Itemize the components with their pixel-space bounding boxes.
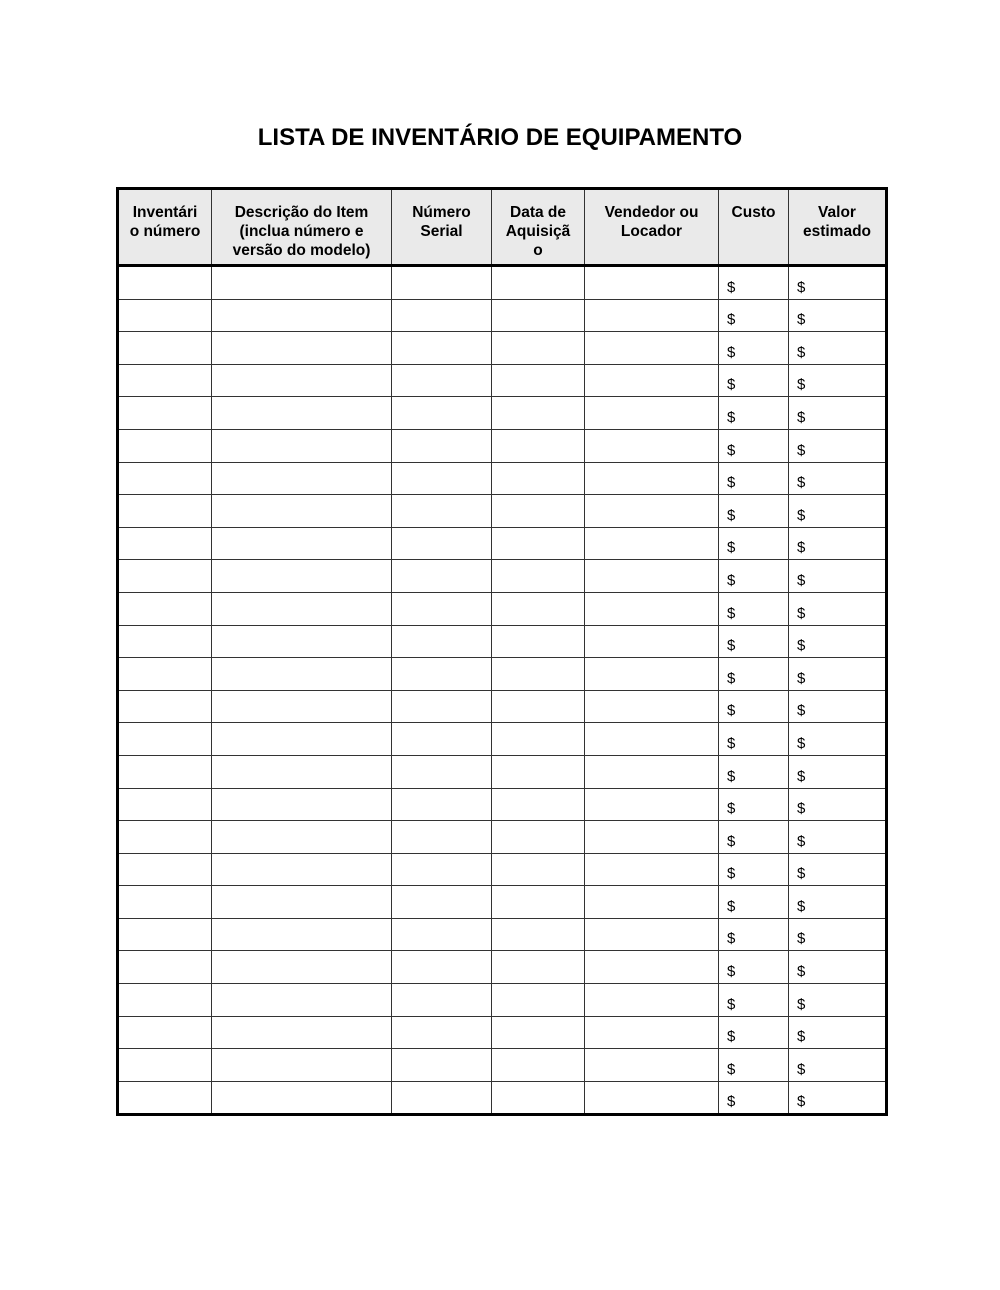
cell-cost[interactable] xyxy=(719,495,789,528)
cell-vendor-or-lessor[interactable] xyxy=(585,364,719,397)
cell-serial-number[interactable] xyxy=(392,527,492,560)
cell-vendor-or-lessor[interactable] xyxy=(585,592,719,625)
cell-serial-number[interactable] xyxy=(392,495,492,528)
currency-symbol: $ xyxy=(797,539,806,557)
cell-inventory-number[interactable] xyxy=(118,495,212,528)
header-text: Vendedor ou xyxy=(604,204,699,221)
cell-serial-number[interactable] xyxy=(392,397,492,430)
column-header-inventory-number xyxy=(118,189,212,266)
table-row xyxy=(118,364,887,397)
cell-acquisition-date[interactable] xyxy=(492,1049,585,1082)
cell-acquisition-date[interactable] xyxy=(492,364,585,397)
cell-item-description[interactable] xyxy=(212,1081,392,1115)
currency-symbol: $ xyxy=(797,930,806,948)
currency-symbol: $ xyxy=(727,832,736,850)
cell-estimated-value[interactable] xyxy=(789,886,887,919)
cell-cost[interactable] xyxy=(719,755,789,788)
cell-estimated-value[interactable] xyxy=(789,821,887,854)
currency-symbol: $ xyxy=(797,669,806,687)
cell-estimated-value[interactable] xyxy=(789,918,887,951)
cell-inventory-number[interactable] xyxy=(118,592,212,625)
cell-acquisition-date[interactable] xyxy=(492,299,585,332)
currency-symbol: $ xyxy=(797,897,806,915)
table-row xyxy=(118,397,887,430)
cell-item-description[interactable] xyxy=(212,984,392,1017)
cell-acquisition-date[interactable] xyxy=(492,495,585,528)
header-text: o número xyxy=(129,223,201,240)
cell-acquisition-date[interactable] xyxy=(492,527,585,560)
cell-estimated-value[interactable] xyxy=(789,658,887,691)
currency-symbol: $ xyxy=(797,311,806,329)
cell-cost[interactable] xyxy=(719,397,789,430)
column-header-estimated-value xyxy=(789,189,887,266)
cell-serial-number[interactable] xyxy=(392,690,492,723)
cell-inventory-number[interactable] xyxy=(118,527,212,560)
table-row xyxy=(118,462,887,495)
cell-serial-number[interactable] xyxy=(392,1081,492,1115)
header-text: Serial xyxy=(420,223,463,240)
table-row xyxy=(118,266,887,300)
cell-serial-number[interactable] xyxy=(392,918,492,951)
currency-symbol: $ xyxy=(797,1093,806,1111)
currency-symbol: $ xyxy=(727,702,736,720)
cell-item-description[interactable] xyxy=(212,527,392,560)
currency-symbol: $ xyxy=(727,637,736,655)
cell-estimated-value[interactable] xyxy=(789,984,887,1017)
currency-symbol: $ xyxy=(727,995,736,1013)
cell-inventory-number[interactable] xyxy=(118,723,212,756)
cell-inventory-number[interactable] xyxy=(118,332,212,365)
table-row xyxy=(118,821,887,854)
currency-symbol: $ xyxy=(727,408,736,426)
cell-inventory-number[interactable] xyxy=(118,755,212,788)
column-header-item-description xyxy=(212,189,392,266)
cell-inventory-number[interactable] xyxy=(118,462,212,495)
header-text: o xyxy=(533,242,543,259)
currency-symbol: $ xyxy=(797,278,806,296)
cell-item-description[interactable] xyxy=(212,462,392,495)
cell-acquisition-date[interactable] xyxy=(492,560,585,593)
cell-vendor-or-lessor[interactable] xyxy=(585,397,719,430)
cell-cost[interactable] xyxy=(719,625,789,658)
cell-cost[interactable] xyxy=(719,332,789,365)
cell-item-description[interactable] xyxy=(212,1049,392,1082)
cell-acquisition-date[interactable] xyxy=(492,690,585,723)
cell-cost[interactable] xyxy=(719,364,789,397)
cell-item-description[interactable] xyxy=(212,560,392,593)
cell-item-description[interactable] xyxy=(212,918,392,951)
header-text: Locador xyxy=(620,223,683,240)
column-header-serial-number xyxy=(392,189,492,266)
currency-symbol: $ xyxy=(797,506,806,524)
cell-estimated-value[interactable] xyxy=(789,364,887,397)
cell-acquisition-date[interactable] xyxy=(492,788,585,821)
cell-item-description[interactable] xyxy=(212,951,392,984)
cell-inventory-number[interactable] xyxy=(118,429,212,462)
cell-serial-number[interactable] xyxy=(392,755,492,788)
table-row xyxy=(118,592,887,625)
cell-acquisition-date[interactable] xyxy=(492,397,585,430)
cell-vendor-or-lessor[interactable] xyxy=(585,984,719,1017)
cell-item-description[interactable] xyxy=(212,299,392,332)
cell-inventory-number[interactable] xyxy=(118,364,212,397)
cell-serial-number[interactable] xyxy=(392,364,492,397)
table-row xyxy=(118,755,887,788)
cell-acquisition-date[interactable] xyxy=(492,658,585,691)
cell-serial-number[interactable] xyxy=(392,625,492,658)
cell-serial-number[interactable] xyxy=(392,1016,492,1049)
cell-estimated-value[interactable] xyxy=(789,527,887,560)
currency-symbol: $ xyxy=(797,1060,806,1078)
cell-cost[interactable] xyxy=(719,658,789,691)
header-text: Aquisiçã xyxy=(505,223,571,240)
cell-inventory-number[interactable] xyxy=(118,560,212,593)
cell-inventory-number[interactable] xyxy=(118,1081,212,1115)
currency-symbol: $ xyxy=(727,669,736,687)
cell-cost[interactable] xyxy=(719,462,789,495)
cell-acquisition-date[interactable] xyxy=(492,332,585,365)
cell-item-description[interactable] xyxy=(212,332,392,365)
table-row xyxy=(118,625,887,658)
cell-serial-number[interactable] xyxy=(392,853,492,886)
currency-symbol: $ xyxy=(727,571,736,589)
cell-inventory-number[interactable] xyxy=(118,886,212,919)
cell-serial-number[interactable] xyxy=(392,723,492,756)
cell-vendor-or-lessor[interactable] xyxy=(585,690,719,723)
cell-inventory-number[interactable] xyxy=(118,1049,212,1082)
currency-symbol: $ xyxy=(727,767,736,785)
currency-symbol: $ xyxy=(727,1060,736,1078)
document-title: LISTA DE INVENTÁRIO DE EQUIPAMENTO xyxy=(257,124,743,151)
cell-cost[interactable] xyxy=(719,690,789,723)
cell-vendor-or-lessor[interactable] xyxy=(585,723,719,756)
table-row xyxy=(118,1049,887,1082)
currency-symbol: $ xyxy=(797,441,806,459)
column-header-acquisition-date xyxy=(492,189,585,266)
cell-serial-number[interactable] xyxy=(392,429,492,462)
cell-vendor-or-lessor[interactable] xyxy=(585,821,719,854)
cell-acquisition-date[interactable] xyxy=(492,266,585,300)
table-row xyxy=(118,886,887,919)
cell-inventory-number[interactable] xyxy=(118,853,212,886)
cell-cost[interactable] xyxy=(719,266,789,300)
inventory-table xyxy=(116,187,888,1116)
header-text: Inventári xyxy=(132,204,198,221)
cell-cost[interactable] xyxy=(719,1016,789,1049)
cell-vendor-or-lessor[interactable] xyxy=(585,560,719,593)
currency-symbol: $ xyxy=(797,995,806,1013)
currency-symbol: $ xyxy=(797,604,806,622)
table-row xyxy=(118,299,887,332)
table-row xyxy=(118,788,887,821)
currency-symbol: $ xyxy=(797,832,806,850)
cell-vendor-or-lessor[interactable] xyxy=(585,1081,719,1115)
currency-symbol: $ xyxy=(797,734,806,752)
table-row xyxy=(118,690,887,723)
currency-symbol: $ xyxy=(727,800,736,818)
cell-cost[interactable] xyxy=(719,1081,789,1115)
cell-vendor-or-lessor[interactable] xyxy=(585,918,719,951)
cell-serial-number[interactable] xyxy=(392,332,492,365)
cell-acquisition-date[interactable] xyxy=(492,951,585,984)
table-row xyxy=(118,853,887,886)
currency-symbol: $ xyxy=(727,343,736,361)
cell-inventory-number[interactable] xyxy=(118,918,212,951)
cell-cost[interactable] xyxy=(719,918,789,951)
currency-symbol: $ xyxy=(727,930,736,948)
cell-vendor-or-lessor[interactable] xyxy=(585,658,719,691)
currency-symbol: $ xyxy=(727,474,736,492)
cell-estimated-value[interactable] xyxy=(789,299,887,332)
currency-symbol: $ xyxy=(727,963,736,981)
cell-item-description[interactable] xyxy=(212,821,392,854)
cell-vendor-or-lessor[interactable] xyxy=(585,1049,719,1082)
cell-acquisition-date[interactable] xyxy=(492,1081,585,1115)
cell-estimated-value[interactable] xyxy=(789,755,887,788)
cell-inventory-number[interactable] xyxy=(118,625,212,658)
cell-item-description[interactable] xyxy=(212,397,392,430)
header-text: Custo xyxy=(731,204,776,221)
currency-symbol: $ xyxy=(727,865,736,883)
cell-estimated-value[interactable] xyxy=(789,462,887,495)
cell-vendor-or-lessor[interactable] xyxy=(585,495,719,528)
cell-estimated-value[interactable] xyxy=(789,1049,887,1082)
cell-serial-number[interactable] xyxy=(392,299,492,332)
cell-item-description[interactable] xyxy=(212,592,392,625)
cell-acquisition-date[interactable] xyxy=(492,462,585,495)
table-row xyxy=(118,1081,887,1115)
currency-symbol: $ xyxy=(727,376,736,394)
cell-inventory-number[interactable] xyxy=(118,1016,212,1049)
cell-estimated-value[interactable] xyxy=(789,592,887,625)
cell-serial-number[interactable] xyxy=(392,821,492,854)
cell-acquisition-date[interactable] xyxy=(492,1016,585,1049)
cell-acquisition-date[interactable] xyxy=(492,592,585,625)
cell-serial-number[interactable] xyxy=(392,592,492,625)
cell-serial-number[interactable] xyxy=(392,788,492,821)
currency-symbol: $ xyxy=(797,637,806,655)
cell-cost[interactable] xyxy=(719,853,789,886)
cell-acquisition-date[interactable] xyxy=(492,821,585,854)
cell-serial-number[interactable] xyxy=(392,462,492,495)
table-row xyxy=(118,723,887,756)
cell-item-description[interactable] xyxy=(212,755,392,788)
cell-acquisition-date[interactable] xyxy=(492,984,585,1017)
currency-symbol: $ xyxy=(727,897,736,915)
cell-estimated-value[interactable] xyxy=(789,853,887,886)
cell-serial-number[interactable] xyxy=(392,266,492,300)
cell-vendor-or-lessor[interactable] xyxy=(585,853,719,886)
table-row xyxy=(118,1016,887,1049)
cell-estimated-value[interactable] xyxy=(789,495,887,528)
cell-inventory-number[interactable] xyxy=(118,266,212,300)
cell-estimated-value[interactable] xyxy=(789,1081,887,1115)
cell-vendor-or-lessor[interactable] xyxy=(585,527,719,560)
table-row xyxy=(118,560,887,593)
cell-estimated-value[interactable] xyxy=(789,429,887,462)
cell-serial-number[interactable] xyxy=(392,984,492,1017)
currency-symbol: $ xyxy=(797,376,806,394)
cell-inventory-number[interactable] xyxy=(118,821,212,854)
cell-item-description[interactable] xyxy=(212,886,392,919)
cell-vendor-or-lessor[interactable] xyxy=(585,266,719,300)
cell-serial-number[interactable] xyxy=(392,658,492,691)
cell-acquisition-date[interactable] xyxy=(492,429,585,462)
cell-acquisition-date[interactable] xyxy=(492,723,585,756)
cell-serial-number[interactable] xyxy=(392,951,492,984)
currency-symbol: $ xyxy=(727,604,736,622)
cell-cost[interactable] xyxy=(719,527,789,560)
table-row xyxy=(118,918,887,951)
cell-item-description[interactable] xyxy=(212,625,392,658)
cell-vendor-or-lessor[interactable] xyxy=(585,1016,719,1049)
column-header-cost xyxy=(719,189,789,266)
cell-estimated-value[interactable] xyxy=(789,690,887,723)
cell-estimated-value[interactable] xyxy=(789,625,887,658)
cell-vendor-or-lessor[interactable] xyxy=(585,886,719,919)
cell-estimated-value[interactable] xyxy=(789,266,887,300)
currency-symbol: $ xyxy=(727,539,736,557)
table-row xyxy=(118,984,887,1017)
cell-item-description[interactable] xyxy=(212,658,392,691)
currency-symbol: $ xyxy=(727,278,736,296)
cell-cost[interactable] xyxy=(719,592,789,625)
cell-estimated-value[interactable] xyxy=(789,723,887,756)
cell-inventory-number[interactable] xyxy=(118,951,212,984)
cell-inventory-number[interactable] xyxy=(118,658,212,691)
cell-cost[interactable] xyxy=(719,299,789,332)
cell-vendor-or-lessor[interactable] xyxy=(585,755,719,788)
currency-symbol: $ xyxy=(797,767,806,785)
currency-symbol: $ xyxy=(797,571,806,589)
header-text: (inclua número e xyxy=(239,223,364,240)
cell-serial-number[interactable] xyxy=(392,560,492,593)
header-text: Data de xyxy=(510,204,566,221)
cell-estimated-value[interactable] xyxy=(789,332,887,365)
cell-item-description[interactable] xyxy=(212,788,392,821)
table-row xyxy=(118,658,887,691)
currency-symbol: $ xyxy=(727,734,736,752)
cell-estimated-value[interactable] xyxy=(789,1016,887,1049)
cell-acquisition-date[interactable] xyxy=(492,918,585,951)
cell-vendor-or-lessor[interactable] xyxy=(585,951,719,984)
currency-symbol: $ xyxy=(797,800,806,818)
cell-estimated-value[interactable] xyxy=(789,788,887,821)
cell-estimated-value[interactable] xyxy=(789,560,887,593)
cell-item-description[interactable] xyxy=(212,1016,392,1049)
header-text: estimado xyxy=(802,223,872,240)
cell-vendor-or-lessor[interactable] xyxy=(585,625,719,658)
currency-symbol: $ xyxy=(797,963,806,981)
currency-symbol: $ xyxy=(727,506,736,524)
cell-inventory-number[interactable] xyxy=(118,690,212,723)
cell-cost[interactable] xyxy=(719,429,789,462)
table-row xyxy=(118,332,887,365)
cell-acquisition-date[interactable] xyxy=(492,853,585,886)
cell-item-description[interactable] xyxy=(212,723,392,756)
currency-symbol: $ xyxy=(797,343,806,361)
cell-vendor-or-lessor[interactable] xyxy=(585,788,719,821)
cell-inventory-number[interactable] xyxy=(118,984,212,1017)
cell-acquisition-date[interactable] xyxy=(492,625,585,658)
column-header-vendor-or-lessor xyxy=(585,189,719,266)
currency-symbol: $ xyxy=(797,408,806,426)
cell-serial-number[interactable] xyxy=(392,886,492,919)
table-row xyxy=(118,495,887,528)
cell-cost[interactable] xyxy=(719,788,789,821)
header-text: Valor xyxy=(818,204,856,221)
currency-symbol: $ xyxy=(797,474,806,492)
table-row xyxy=(118,429,887,462)
cell-cost[interactable] xyxy=(719,1049,789,1082)
cell-acquisition-date[interactable] xyxy=(492,886,585,919)
table-row xyxy=(118,527,887,560)
cell-estimated-value[interactable] xyxy=(789,951,887,984)
cell-cost[interactable] xyxy=(719,951,789,984)
cell-vendor-or-lessor[interactable] xyxy=(585,429,719,462)
cell-serial-number[interactable] xyxy=(392,1049,492,1082)
cell-cost[interactable] xyxy=(719,821,789,854)
cell-inventory-number[interactable] xyxy=(118,299,212,332)
cell-item-description[interactable] xyxy=(212,853,392,886)
currency-symbol: $ xyxy=(797,702,806,720)
cell-vendor-or-lessor[interactable] xyxy=(585,299,719,332)
header-row xyxy=(118,189,887,266)
cell-item-description[interactable] xyxy=(212,429,392,462)
cell-estimated-value[interactable] xyxy=(789,397,887,430)
cell-cost[interactable] xyxy=(719,886,789,919)
cell-vendor-or-lessor[interactable] xyxy=(585,462,719,495)
currency-symbol: $ xyxy=(797,1028,806,1046)
header-text: versão do modelo) xyxy=(232,242,371,259)
currency-symbol: $ xyxy=(727,311,736,329)
header-text: Número xyxy=(412,204,471,221)
cell-cost[interactable] xyxy=(719,560,789,593)
table-row xyxy=(118,951,887,984)
cell-inventory-number[interactable] xyxy=(118,788,212,821)
cell-cost[interactable] xyxy=(719,984,789,1017)
cell-cost[interactable] xyxy=(719,723,789,756)
table-body xyxy=(118,266,887,1115)
currency-symbol: $ xyxy=(797,865,806,883)
cell-item-description[interactable] xyxy=(212,495,392,528)
cell-vendor-or-lessor[interactable] xyxy=(585,332,719,365)
currency-symbol: $ xyxy=(727,441,736,459)
currency-symbol: $ xyxy=(727,1028,736,1046)
cell-item-description[interactable] xyxy=(212,266,392,300)
cell-acquisition-date[interactable] xyxy=(492,755,585,788)
cell-item-description[interactable] xyxy=(212,690,392,723)
cell-inventory-number[interactable] xyxy=(118,397,212,430)
header-text: Descrição do Item xyxy=(234,204,369,221)
currency-symbol: $ xyxy=(727,1093,736,1111)
cell-item-description[interactable] xyxy=(212,364,392,397)
